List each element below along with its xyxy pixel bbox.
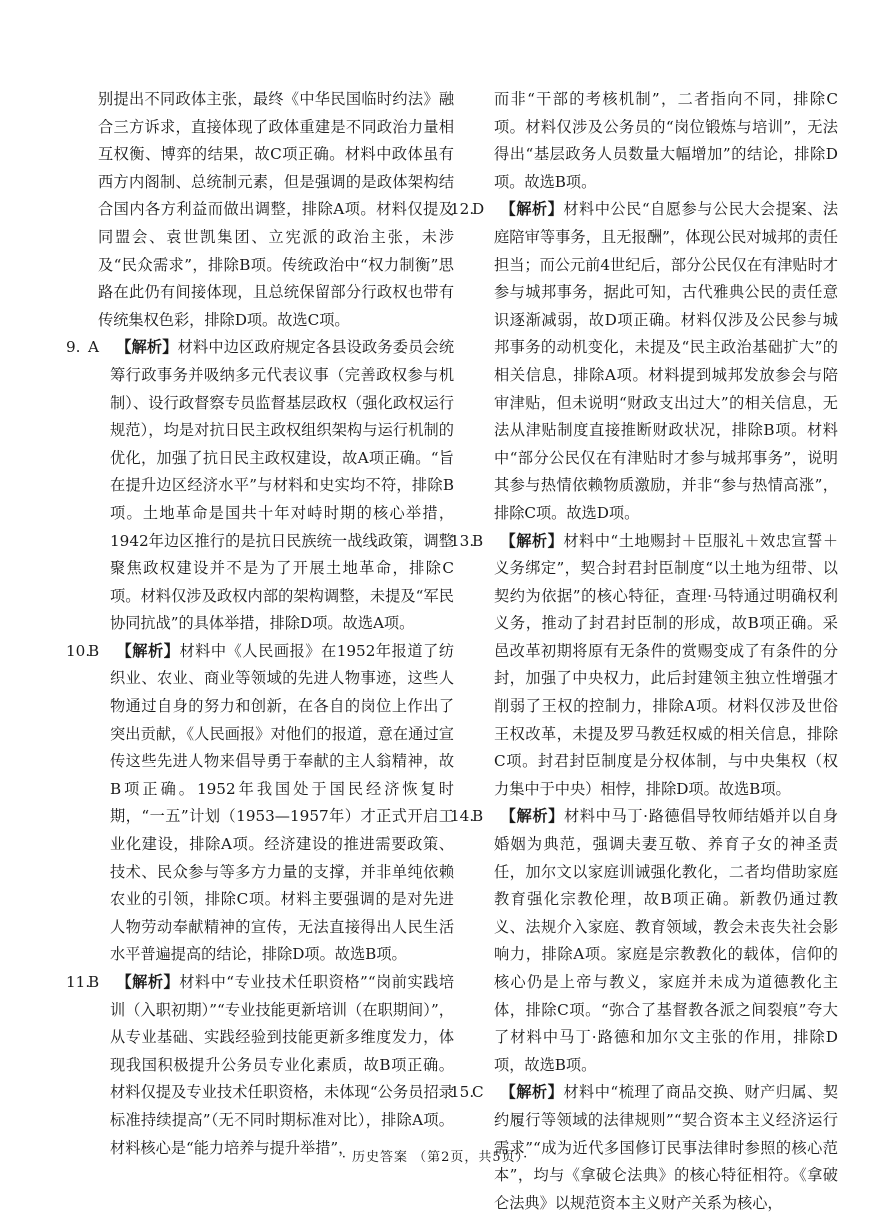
analysis-text: 材料中边区政府规定各县设政务委员会统筹行政事务并吸纳多元代表议事（完善政权参与机制）、设行政督察专员监督基层政权（强化政权运行规范），均是对抗日民主政权组织架构与运行机制的优化，加强了抗日民主政权建设，故A项正确。“旨在提升边区经济水平”与材料和史实均不符，排除B项。土地革命是国共十年对峙时期的核心举措，1942年边区推行的是抗日民族统一战线政策，调整聚焦政权建设并不是为了开展土地革命，排除C项。材料仅涉及政权内部的架构调整，未提及“军民协同抗战”的具体举措，排除D项。故选A项。	[110, 338, 455, 633]
left-column	[66, 86, 455, 1162]
analysis-text: 材料中马丁·路德倡导牧师结婚并以自身婚姻为典范，强调夫妻互敬、养育子女的神圣责任，加尔文以家庭训诫强化教化，二者均借助家庭教育强化宗教伦理，故B项正确。新教仍通过教义、法规介入家庭、教育领域，教会未丧失社会影响力，排除A项。家庭是宗教教化的载体，信仰的核心仍是上帝与教义，家庭并未成为道德教化主体，排除C项。“弥合了基督教各派之间裂痕”夸大了材料中马丁·路德和加尔文主张的作用，排除D项，故选B项。	[494, 807, 839, 1074]
analysis-text: 材料中“土地赐封＋臣服礼＋效忠宣誓＋义务绑定”，契合封君封臣制度“以土地为纽带、以契约为依据”的核心特征，查理·马特通过明确权利义务，推动了封君封臣制的形成，故B项正确。采邑改革初期将原有无条件的赏赐变成了有条件的分封，加强了中央权力，此后封建领主独立性增强才削弱了王权的控制力，排除A项。材料仅涉及世俗王权改革，未提及罗马教廷权威的相关信息，排除C项。封君封臣制度是分权体制，与中央集权（权力集中于中央）相悖，排除D项。故选B项。	[494, 531, 839, 798]
analysis-text: 材料中“梳理了商品交换、财产归属、契约履行等领域的法律规则”“契合资本主义经济运行需求”“成为近代多国修订民事法律时参照的核心范本”，均与《拿破仑法典》的核心特征相符。《拿破仑法典》以规范资本主义财产关系为核心，	[494, 1083, 839, 1212]
question-9: 9. A 【解析】材料中边区政府规定各县设政务委员会统筹行政事务并吸纳多元代表议事（完善政权参与机制）、设行政督察专员监督基层政权（强化政权运行规范），均是对抗日民主政权组织架构与运行机制的优化，加强了抗日民主政权建设，故A项正确。“旨在提升边区经济水平”与材料和史实均不符，排除B项。土地革命是国共十年对峙时期的核心举措，1942年边区推行的是抗日民族统一战线政策，调整聚焦政权建设并不是为了开展土地革命，排除C项。材料仅涉及政权内部的架构调整，未提及“军民协同抗战”的具体举措，排除D项。故选A项。	[88, 334, 454, 638]
question-11: 11.B 【解析】材料中“专业技术任职资格”“岗前实践培训（入职初期）”“专业技能更新培训（在职期间）”，从专业基础、实践经验到技能更新多维度发力，体现我国积极提升公务员专业化素质，故B项正确。材料仅提及专业技术任职资格，未体现“公务员招录标准持续提高”（无不同时期标准对比），排除A项。材料核心是“能力培养与提升举措”，	[88, 969, 454, 1162]
question-number: 13.	[450, 531, 475, 550]
q11-continuation: 而非“干部的考核机制”，二者指向不同，排除C项。材料仅涉及公务员的“岗位锻炼与培训”，无法得出“基层政务人员数量大幅增加”的结论，排除D项。故选B项。	[494, 90, 838, 191]
question-number: 12.	[450, 200, 475, 219]
question-15: 15.C 【解析】材料中“梳理了商品交换、财产归属、契约履行等领域的法律规则”“契合资本主义经济运行需求”“成为近代多国修订民事法律时参照的核心范本”，均与《拿破仑法典》的核心特征相符。《拿破仑法典》以规范资本主义财产关系为核心，	[472, 1079, 838, 1217]
q8-continuation: 别提出不同政体主张，最终《中华民国临时约法》融合三方诉求，直接体现了政体重建是不同政治力量相互权衡、博弈的结果，故C项正确。材料中政体虽有西方内阁制、总统制元素，但是强调的是政体架构结合国内各方利益而做出调整，排除A项。材料仅提及同盟会、袁世凯集团、立宪派的政治主张，未涉及“民众需求”，排除B项。传统政治中“权力制衡”思路在此仍有间接体现，且总统保留部分行政权也带有传统集权色彩，排除D项。故选C项。	[98, 90, 454, 329]
page-footer: · 历史答案 （第2页，共5页）·	[341, 1150, 529, 1165]
analysis-text: 材料中《人民画报》在1952年报道了纺织业、农业、商业等领域的先进人物事迹，这些人物通过自身的努力和创新，在各自的岗位上作出了突出贡献，《人民画报》对他们的报道，意在通过宣传这些先进人物来倡导勇于奉献的主人翁精神，故B项正确。1952年我国处于国民经济恢复时期，“一五”计划（1953—1957年）才正式开启工业化建设，排除A项。经济建设的推进需要政策、技术、民众参与等多方力量的支撑，并非单纯依赖农业的引领，排除C项。材料主要强调的是对先进人物劳动奉献精神的宣传，无法直接得出人民生活水平普遍提高的结论，排除D项。故选B项。	[110, 641, 455, 964]
analysis-tag: 【解析】	[116, 641, 180, 660]
analysis-tag: 【解析】	[116, 338, 178, 357]
analysis-text: 材料中“专业技术任职资格”“岗前实践培训（入职初期）”“专业技能更新培训（在职期间）”，从专业基础、实践经验到技能更新多维度发力，体现我国积极提升公务员专业化素质，故B项正确。材料仅提及专业技术任职资格，未体现“公务员招录标准持续提高”（无不同时期标准对比），排除A项。材料核心是“能力培养与提升举措”，	[110, 973, 455, 1157]
analysis-tag: 【解析】	[500, 531, 564, 550]
question-13: 13.B 【解析】材料中“土地赐封＋臣服礼＋效忠宣誓＋义务绑定”，契合封君封臣制度“以土地为纽带、以契约为依据”的核心特征，查理·马特通过明确权利义务，推动了封君封臣制的形成，故B项正确。采邑改革初期将原有无条件的赏赐变成了有条件的分封，加强了中央权力，此后封建领主独立性增强才削弱了王权的控制力，排除A项。材料仅涉及世俗王权改革，未提及罗马教廷权威的相关信息，排除C项。封君封臣制度是分权体制，与中央集权（权力集中于中央）相悖，排除D项。故选B项。	[472, 528, 838, 804]
question-number: 14.	[450, 807, 475, 826]
question-14: 14.B 【解析】材料中马丁·路德倡导牧师结婚并以自身婚姻为典范，强调夫妻互敬、养育子女的神圣责任，加尔文以家庭训诫强化教化，二者均借助家庭教育强化宗教伦理，故B项正确。新教仍通过教义、法规介入家庭、教育领域，教会未丧失社会影响力，排除A项。家庭是宗教教化的载体，信仰的核心仍是上帝与教义，家庭并未成为道德教化主体，排除C项。“弥合了基督教各派之间裂痕”夸大了材料中马丁·路德和加尔文主张的作用，排除D项，故选B项。	[472, 803, 838, 1079]
analysis-tag: 【解析】	[116, 973, 180, 991]
question-12: 12.D 【解析】材料中公民“自愿参与公民大会提案、法庭陪审等事务，且无报酬”，体现公民对城邦的责任担当；而公元前4世纪后，部分公民仅在有津贴时才参与城邦事务，据此可知，古代雅典公民的责任意识逐渐减弱，故D项正确。材料仅涉及公民参与城邦事务的动机变化，未提及“民主政治基础扩大”的相关信息，排除A项。材料提到城邦发放参会与陪审津贴，但未说明“财政支出过大”的相关信息，无法从津贴制度直接推断财政状况，排除B项。材料中“部分公民仅在有津贴时才参与城邦事务”，说明其参与热情依赖物质激励，并非“参与热情高涨”，排除C项。故选D项。	[472, 196, 838, 527]
analysis-tag: 【解析】	[500, 1083, 564, 1102]
question-number: 11.	[66, 973, 91, 991]
right-column	[450, 86, 839, 1217]
question-number: 9.	[66, 338, 81, 357]
question-number: 10.	[66, 641, 91, 660]
analysis-tag: 【解析】	[500, 807, 564, 826]
question-10: 10.B 【解析】材料中《人民画报》在1952年报道了纺织业、农业、商业等领域的先进人物事迹，这些人物通过自身的努力和创新，在各自的岗位上作出了突出贡献，《人民画报》对他们的报道，意在通过宣传这些先进人物来倡导勇于奉献的主人翁精神，故B项正确。1952年我国处于国民经济恢复时期，“一五”计划（1953—1957年）才正式开启工业化建设，排除A项。经济建设的推进需要政策、技术、民众参与等多方力量的支撑，并非单纯依赖农业的引领，排除C项。材料主要强调的是对先进人物劳动奉献精神的宣传，无法直接得出人民生活水平普遍提高的结论，排除D项。故选B项。	[88, 638, 454, 969]
analysis-tag: 【解析】	[500, 200, 564, 219]
question-number: 15.	[450, 1083, 475, 1102]
analysis-text: 材料中公民“自愿参与公民大会提案、法庭陪审等事务，且无报酬”，体现公民对城邦的责任担当；而公元前4世纪后，部分公民仅在有津贴时才参与城邦事务，据此可知，古代雅典公民的责任意识逐渐减弱，故D项正确。材料仅涉及公民参与城邦事务的动机变化，未提及“民主政治基础扩大”的相关信息，排除A项。材料提到城邦发放参会与陪审津贴，但未说明“财政支出过大”的相关信息，无法从津贴制度直接推断财政状况，排除B项。材料中“部分公民仅在有津贴时才参与城邦事务”，说明其参与热情依赖物质激励，并非“参与热情高涨”，排除C项。故选D项。	[494, 200, 839, 522]
